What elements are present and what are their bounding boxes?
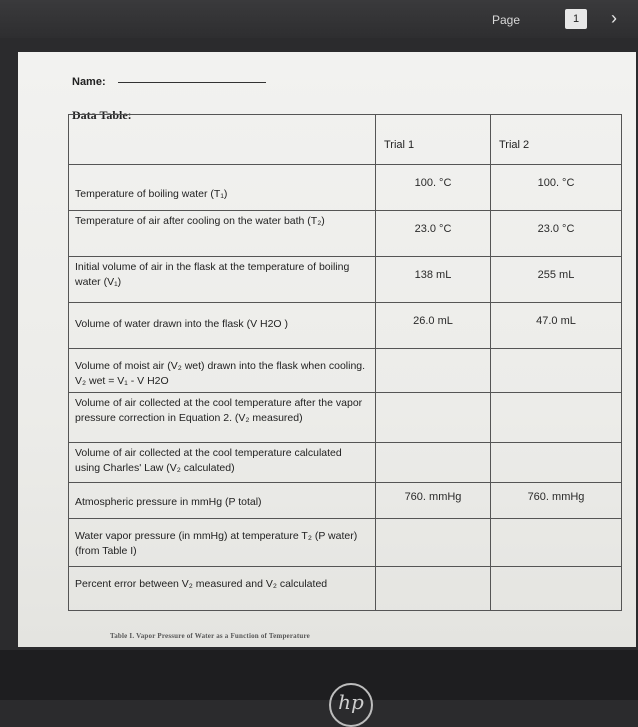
row-label: Volume of air collected at the cool temperature after the vapor pressure correction in Equation 2. (V₂ measured) (69, 393, 376, 443)
page-number-input[interactable]: 1 (565, 9, 587, 29)
trial2-value: 100. °C (537, 177, 575, 189)
page-label: Page (492, 13, 521, 27)
table-row (69, 257, 622, 303)
row-label: Temperature of boiling water (T₁) (69, 165, 376, 211)
trial1-value: 760. mmHg (404, 491, 462, 503)
table-row (69, 393, 622, 443)
trial2-value: 760. mmHg (527, 491, 585, 503)
table-row (69, 211, 622, 257)
trial1-value: 100. °C (414, 177, 452, 189)
document-page (18, 52, 636, 647)
data-table-title: Data Table: (72, 108, 132, 122)
name-label: Name: (72, 76, 106, 88)
row-label: Volume of water drawn into the flask (V H2O ) (69, 303, 376, 349)
table-header-blank (69, 115, 376, 165)
row-label: Percent error between V₂ measured and V₂ calculated (69, 567, 376, 611)
row-label: Water vapor pressure (in mmHg) at temperature T₂ (P water) (from Table I) (69, 519, 376, 567)
table-row (69, 303, 622, 349)
header-trial-2: Trial 2 (491, 115, 622, 165)
table-row (69, 349, 622, 393)
trial2-value: 255 mL (537, 269, 575, 281)
header-trial-1: Trial 1 (376, 115, 491, 165)
table-row (69, 443, 622, 483)
trial2-value: 47.0 mL (536, 315, 576, 327)
row-label: Atmospheric pressure in mmHg (P total) (69, 483, 376, 519)
table-row (69, 567, 622, 611)
row-label: Temperature of air after cooling on the water bath (T₂) (69, 211, 376, 257)
table-row (69, 165, 622, 211)
row-label: Volume of moist air (V₂ wet) drawn into the flask when cooling. V₂ wet = V₁ - V H2O (69, 349, 376, 393)
chevron-right-icon[interactable]: › (611, 8, 617, 28)
viewer-toolbar (0, 0, 638, 38)
trial2-value: 23.0 °C (537, 223, 575, 235)
trial1-value: 23.0 °C (414, 223, 452, 235)
hp-logo: hp (329, 683, 373, 727)
table-row (69, 483, 622, 519)
table-caption: Table I. Vapor Pressure of Water as a Function of Temperature (110, 632, 310, 640)
trial1-value: 26.0 mL (413, 315, 453, 327)
trial1-value: 138 mL (414, 269, 452, 281)
name-blank-line (118, 82, 266, 83)
row-label: Volume of air collected at the cool temperature calculated using Charles' Law (V₂ calculated) (69, 443, 376, 483)
laptop-bezel (0, 650, 638, 700)
row-label: Initial volume of air in the flask at the temperature of boiling water (V₁) (69, 257, 376, 303)
table-row (69, 519, 622, 567)
data-table (68, 114, 622, 611)
